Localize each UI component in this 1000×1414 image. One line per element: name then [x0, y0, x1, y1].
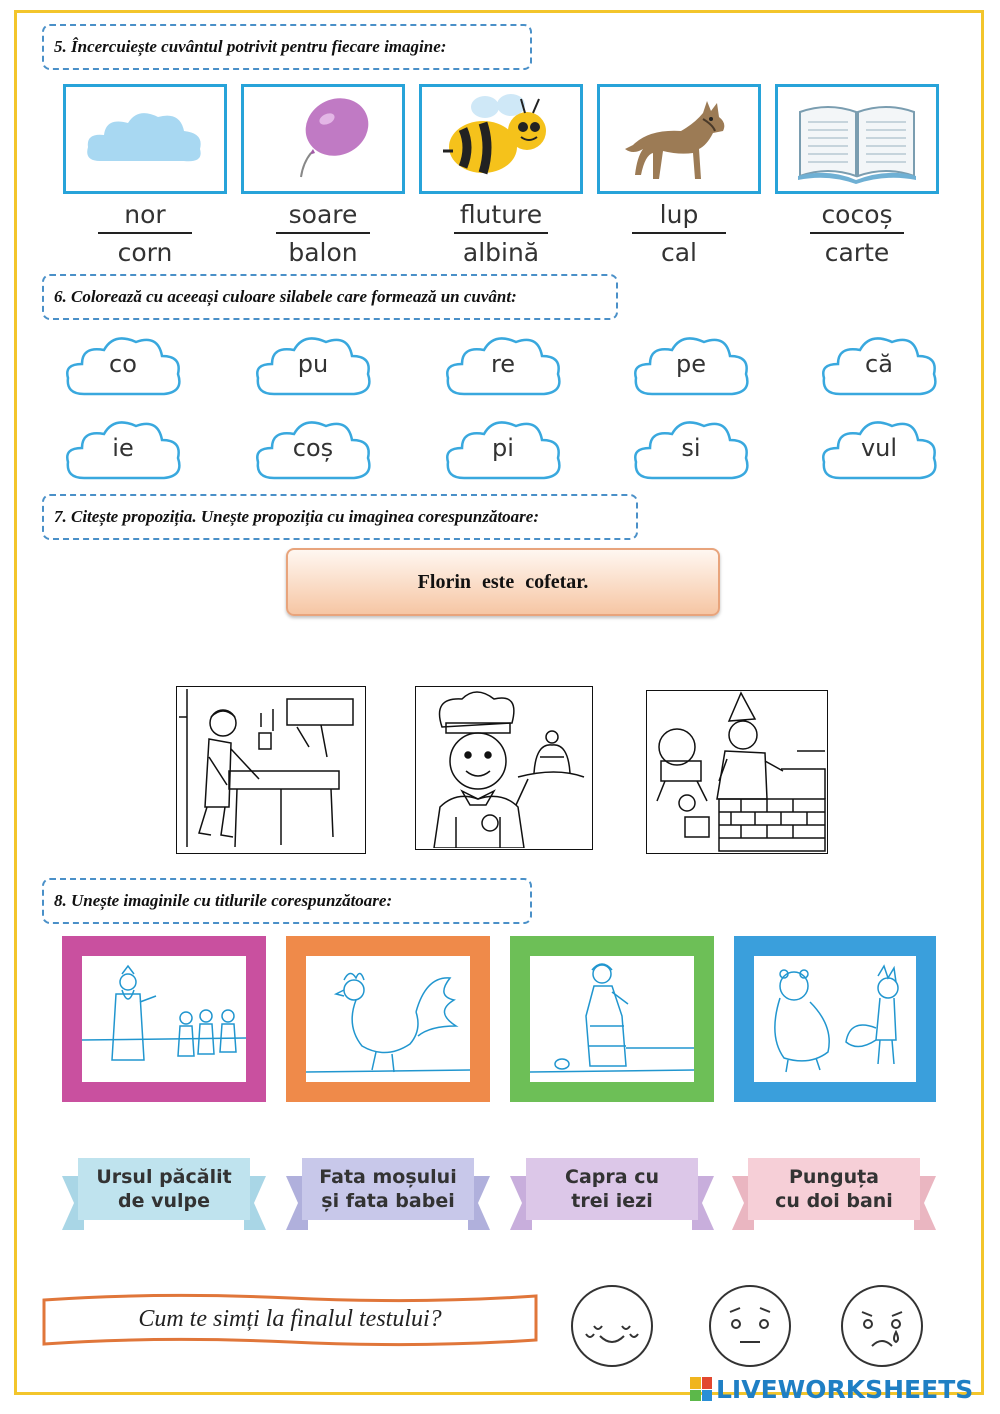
syllable-text: pi — [492, 434, 514, 462]
word-option[interactable]: nor — [124, 200, 166, 229]
goat-mother-image — [530, 956, 694, 1082]
syllable-cloud[interactable] — [62, 412, 184, 488]
syllable-cloud[interactable] — [62, 328, 184, 404]
story-frame-1[interactable] — [62, 936, 266, 1102]
word-pair-2 — [241, 198, 405, 270]
word-option[interactable]: corn — [117, 238, 173, 267]
syllable-text: coș — [292, 434, 334, 462]
syllable-cloud[interactable] — [630, 412, 752, 488]
word-option[interactable]: balon — [288, 238, 358, 267]
word-pair-4 — [597, 198, 761, 270]
story-frame-4[interactable] — [734, 936, 936, 1102]
syllable-cloud[interactable] — [630, 328, 752, 404]
story-title-ribbon[interactable] — [732, 1158, 936, 1234]
syllable-cloud[interactable] — [442, 328, 564, 404]
book-icon — [792, 94, 922, 184]
story-title — [754, 1165, 914, 1213]
carpenter-image[interactable] — [176, 686, 366, 854]
syllable-text: si — [681, 434, 701, 462]
story-title-line: Punguța — [788, 1166, 879, 1188]
word-option[interactable]: carte — [824, 238, 890, 267]
story-title — [532, 1165, 692, 1213]
story-title-ribbon[interactable] — [286, 1158, 490, 1234]
happy-face-icon[interactable] — [570, 1284, 654, 1368]
story-title-ribbon[interactable] — [510, 1158, 714, 1234]
liveworksheets-logo — [690, 1374, 973, 1404]
question-7-label: 7. Citește propoziția. Unește propoziția cu imaginea corespunzătoare: — [42, 494, 638, 540]
logo-mark-icon — [690, 1377, 712, 1401]
balloon-icon — [263, 89, 383, 189]
picture-bee[interactable] — [419, 84, 583, 194]
pastry-chef-image[interactable] — [415, 686, 593, 850]
bricklayer-image[interactable] — [646, 690, 828, 854]
story-title-ribbon[interactable] — [62, 1158, 266, 1234]
story-frame-3[interactable] — [510, 936, 714, 1102]
syllable-cloud[interactable] — [442, 412, 564, 488]
picture-wolf[interactable] — [597, 84, 761, 194]
story-title-line: cu doi bani — [775, 1190, 893, 1212]
syllable-text: pu — [297, 350, 329, 378]
question-8-label: 8. Unește imaginile cu titlurile corespunzătoare: — [42, 878, 532, 924]
story-frame-2[interactable] — [286, 936, 490, 1102]
word-pair-1 — [63, 198, 227, 270]
syllable-cloud[interactable] — [818, 412, 940, 488]
picture-book[interactable] — [775, 84, 939, 194]
feeling-question-box — [40, 1292, 540, 1348]
syllable-cloud[interactable] — [252, 412, 374, 488]
sad-face-icon[interactable] — [840, 1284, 924, 1368]
syllable-text: ie — [112, 434, 134, 462]
bear-and-fox-image — [754, 956, 916, 1082]
syllable-text: co — [109, 350, 137, 378]
neutral-face-icon[interactable] — [708, 1284, 792, 1368]
sentence-box[interactable]: Florin este cofetar. — [286, 548, 720, 616]
question-5-label: 5. Încercuiește cuvântul potrivit pentru fiecare imagine: — [42, 24, 532, 70]
word-option[interactable]: cocoș — [821, 200, 893, 229]
story-title-line: de vulpe — [117, 1190, 210, 1212]
wolf-icon — [619, 89, 739, 189]
word-option[interactable]: cal — [660, 238, 697, 267]
syllable-text: pe — [676, 350, 706, 378]
question-6-label: 6. Colorează cu aceeași culoare silabele care formează un cuvânt: — [42, 274, 618, 320]
word-option[interactable]: lup — [659, 200, 699, 229]
story-title-line: trei iezi — [571, 1190, 653, 1212]
syllable-text: vul — [860, 434, 898, 462]
syllable-cloud[interactable] — [818, 328, 940, 404]
word-option[interactable]: fluture — [459, 200, 543, 229]
picture-balloon[interactable] — [241, 84, 405, 194]
old-man-and-girls-image — [82, 956, 246, 1082]
story-title-line: Capra cu — [565, 1166, 659, 1188]
cloud-icon — [80, 99, 210, 179]
story-title — [84, 1165, 244, 1213]
logo-text: LIVEWORKSHEETS — [716, 1374, 974, 1404]
rooster-image — [306, 956, 470, 1082]
word-option[interactable]: albină — [462, 238, 540, 267]
syllable-text: că — [865, 350, 893, 378]
picture-cloud[interactable] — [63, 84, 227, 194]
word-pair-3 — [419, 198, 583, 270]
word-pair-5 — [775, 198, 939, 270]
syllable-text: re — [490, 350, 516, 378]
bee-icon — [441, 89, 561, 189]
story-title-line: Ursul păcălit — [96, 1166, 232, 1188]
story-title — [308, 1165, 468, 1213]
word-option[interactable]: soare — [288, 200, 358, 229]
story-title-line: Fata moșului — [319, 1166, 457, 1188]
syllable-cloud[interactable] — [252, 328, 374, 404]
feeling-question: Cum te simți la finalul testului? — [138, 1306, 442, 1332]
story-title-line: și fata babei — [321, 1190, 455, 1212]
